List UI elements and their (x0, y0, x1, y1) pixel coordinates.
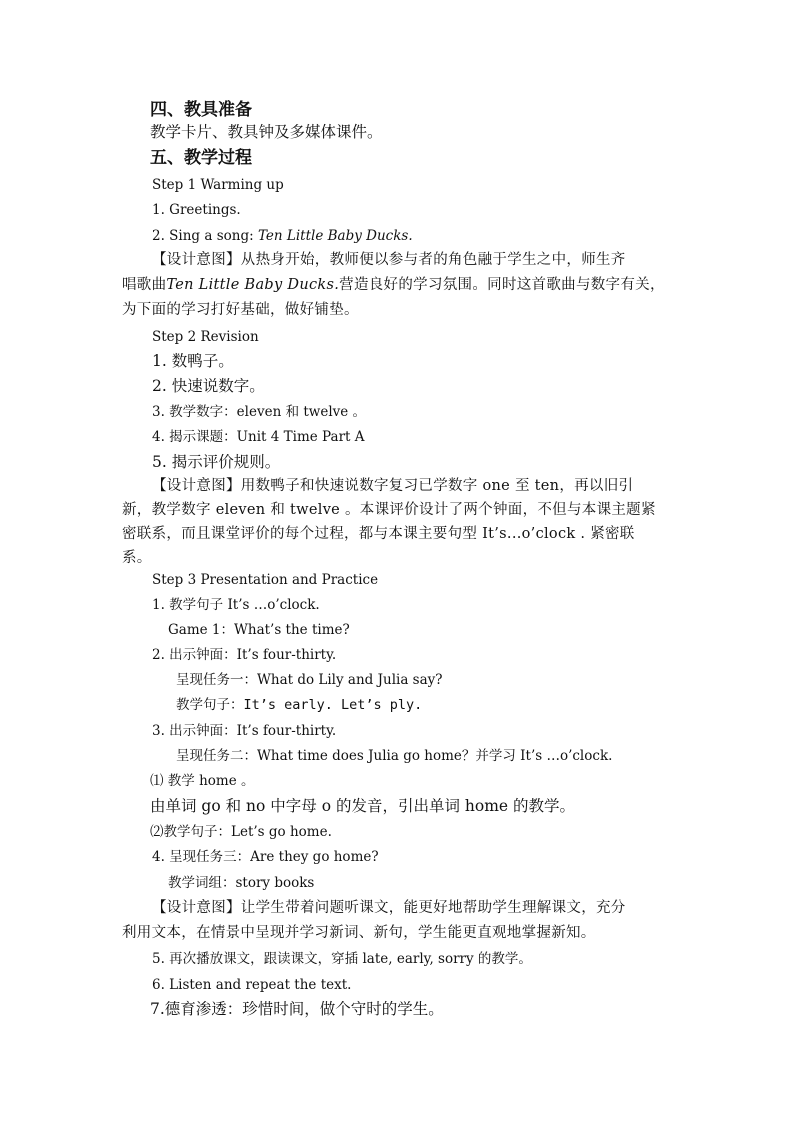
step-3-item-2: 2. 出示钟面：It’s four-thirty. (152, 647, 337, 663)
step-2-title: Step 2 Revision (152, 329, 259, 345)
note-text-a: 唱歌曲 (122, 277, 167, 293)
step-2-item-2: 2. 快速说数字。 (152, 377, 265, 395)
step-3-design-note-line-2: 利用文本，在情景中呈现并学习新词、新句，学生能更直观地掌握新知。 (122, 925, 596, 941)
note-song-title: Ten Little Baby Ducks. (166, 277, 340, 293)
note-text-b: 营造良好的学习氛围。同时这首歌曲与数字有关， (339, 277, 665, 293)
section-5-title: 五、教学过程 (150, 148, 252, 168)
step-2-design-note-line-2: 新，教学数字 eleven 和 twelve 。本课评价设计了两个钟面，不但与本课主题紧 (122, 502, 656, 518)
step-3-design-note-line-1: 【设计意图】让学生带着问题听课文，能更好地帮助学生理解课文，充分 (152, 900, 626, 916)
step-3-item-4: 4. 呈现任务三：Are they go home? (152, 849, 379, 865)
step-3-sub-1-detail: 由单词 go 和 no 中字母 o 的发音，引出单词 home 的教学。 (150, 797, 576, 815)
step-2-item-5: 5. 揭示评价规则。 (152, 453, 281, 471)
step-2-item-3: 3. 教学数字：eleven 和 twelve 。 (152, 404, 367, 420)
step-3-item-7: 7.德育渗透：珍惜时间，做个守时的学生。 (150, 1000, 444, 1018)
section-4-body: 教学卡片、教具钟及多媒体课件。 (150, 123, 383, 141)
step-3-game-1: Game 1：What’s the time? (168, 622, 350, 638)
step-3-item-3: 3. 出示钟面：It’s four-thirty. (152, 723, 337, 739)
step-2-item-4: 4. 揭示课题：Unit 4 Time Part A (152, 429, 365, 445)
step-3-task-1: 呈现任务一：What do Lily and Julia say? (176, 672, 443, 688)
step-2-design-note-line-1: 【设计意图】用数鸭子和快速说数字复习已学数字 one 至 ten，再以旧引 (152, 478, 634, 494)
step-1-title: Step 1 Warming up (152, 177, 284, 193)
step-1-design-note-line-3: 为下面的学习打好基础，做好铺垫。 (122, 302, 359, 318)
step-3-task-2: 呈现任务二：What time does Julia go home？并学习 It’s …o’clock. (176, 748, 613, 764)
step-1-item-2 (152, 226, 413, 246)
step-2-item-1: 1. 数鸭子。 (152, 352, 234, 370)
section-4-title: 四、教具准备 (150, 100, 252, 120)
step-3-phrase: 教学词组：story books (168, 875, 315, 891)
step-1-item-1: 1. Greetings. (152, 202, 241, 218)
step-3-item-6: 6. Listen and repeat the text. (152, 977, 352, 993)
song-title: Ten Little Baby Ducks. (257, 228, 413, 244)
step-3-title: Step 3 Presentation and Practice (152, 572, 379, 588)
step-3-item-1: 1. 教学句子 It’s …o’clock. (152, 597, 320, 613)
step-2-design-note-line-4: 系。 (122, 550, 152, 566)
step-3-item-5: 5. 再次播放课文，跟读课文，穿插 late, early, sorry 的教学。 (152, 951, 532, 967)
step-1-item-2-prefix: 2. Sing a song: (152, 228, 258, 244)
step-2-design-note-line-3: 密联系，而且课堂评价的每个过程，都与本课主要句型 It’s...o’clock . 紧密联 (122, 526, 635, 542)
step-1-design-note-line-2 (122, 275, 665, 295)
step-3-sub-2: ⑵教学句子：Let’s go home. (150, 824, 332, 840)
step-3-sub-1: ⑴ 教学 home 。 (150, 773, 255, 789)
step-1-design-note-line-1: 【设计意图】从热身开始，教师便以参与者的角色融于学生之中，师生齐 (152, 252, 626, 268)
step-3-teach-sentence: 教学句子：It’s early. Let’s ply. (176, 697, 423, 713)
